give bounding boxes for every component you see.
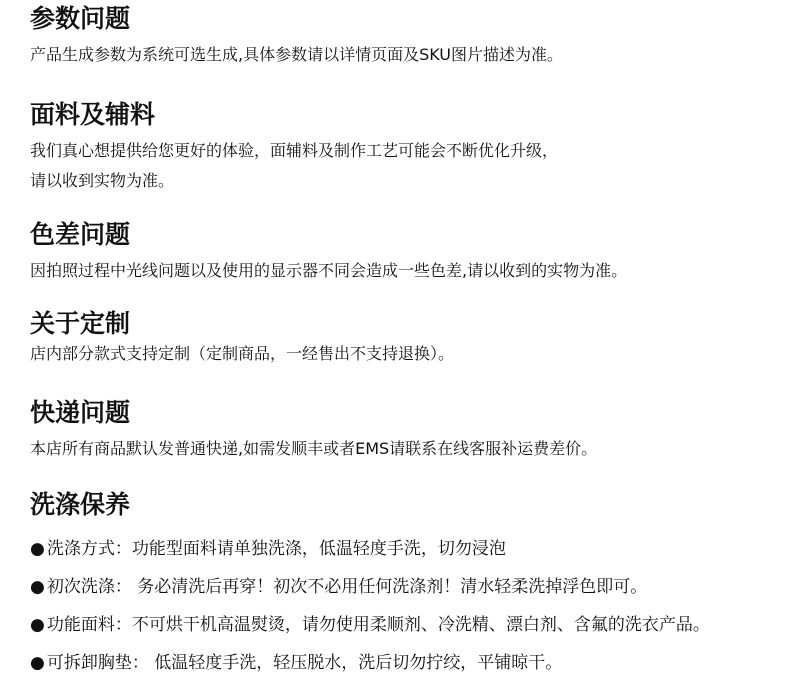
bullet-icon: ● xyxy=(30,539,45,559)
list-item xyxy=(30,530,780,568)
section-text: 请以收到实物为准。 xyxy=(30,171,175,190)
section-text: 因拍照过程中光线问题以及使用的显示器不同会造成一些色差,请以收到的实物为准。 xyxy=(30,261,628,280)
section-text: 店内部分款式支持定制（定制商品，一经售出不支持退换）。 xyxy=(30,344,455,363)
section-care xyxy=(30,490,780,682)
section-title: 快递问题 xyxy=(30,398,131,427)
care-list xyxy=(30,530,780,682)
section-custom xyxy=(30,309,780,369)
section-params xyxy=(30,4,780,70)
bullet-icon: ● xyxy=(30,653,45,673)
section-text: 产品生成参数为系统可选生成,具体参数请以详情页面及SKU图片描述为准。 xyxy=(30,45,564,64)
section-title: 参数问题 xyxy=(30,4,131,33)
section-title: 洗涤保养 xyxy=(30,490,131,519)
section-title: 色差问题 xyxy=(30,220,131,249)
section-fabric xyxy=(30,100,780,196)
list-item xyxy=(30,644,780,682)
list-item-text: 可拆卸胸垫： 低温轻度手洗，轻压脱水，洗后切勿拧绞，平铺晾干。 xyxy=(46,653,563,673)
list-item-text: 功能面料：不可烘干机高温熨烫，请勿使用柔顺剂、冷洗精、漂白剂、含氟的洗衣产品。 xyxy=(46,615,710,635)
bullet-icon: ● xyxy=(30,577,45,597)
section-text: 本店所有商品默认发普通快递,如需发顺丰或者EMS请联系在线客服补运费差价。 xyxy=(30,439,598,458)
section-shipping xyxy=(30,398,780,464)
list-item-text: 洗涤方式：功能型面料请单独洗涤，低温轻度手洗，切勿浸泡 xyxy=(46,539,506,559)
section-text: 我们真心想提供给您更好的体验，面辅料及制作工艺可能会不断优化升级， xyxy=(30,141,559,160)
bullet-icon: ● xyxy=(30,615,45,635)
list-item-text: 初次洗涤： 务必清洗后再穿！初次不必用任何洗涤剂！清水轻柔洗掉浮色即可。 xyxy=(46,577,648,597)
section-color xyxy=(30,220,780,286)
section-title: 面料及辅料 xyxy=(30,100,156,129)
list-item xyxy=(30,606,780,644)
section-title: 关于定制 xyxy=(30,309,131,338)
list-item xyxy=(30,568,780,606)
